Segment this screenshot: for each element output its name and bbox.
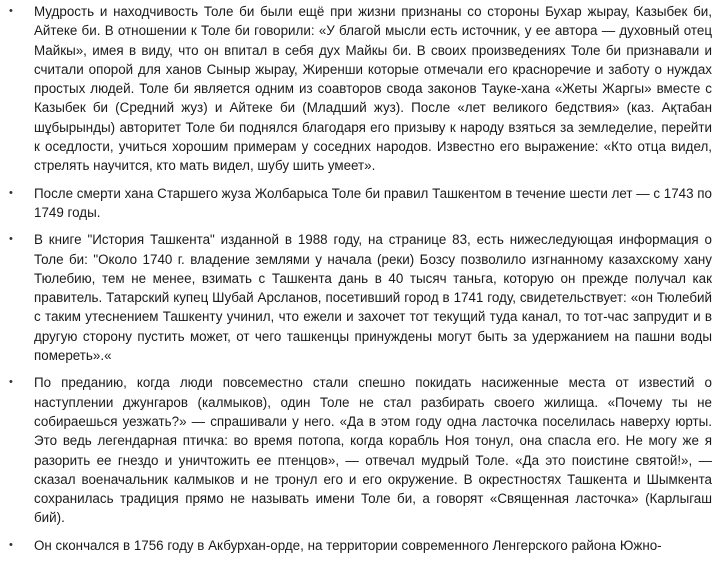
paragraph-text: После смерти хана Старшего жуза Жолбарыса Толе би правил Ташкентом в течение шести лет — с 1743 по 1749 годы. <box>34 185 712 220</box>
paragraph-text: Он скончался в 1756 году в Акбурхан-орде, на территории современного Ленгерского района Южно- <box>34 537 662 553</box>
list-item <box>0 184 720 223</box>
bullet-icon: • <box>9 233 13 246</box>
list-item <box>0 536 720 555</box>
bullet-icon: • <box>9 538 13 551</box>
bullet-icon: • <box>9 186 13 199</box>
bullet-icon: • <box>9 376 13 389</box>
bullet-icon: • <box>9 5 13 17</box>
paragraph-text: Мудрость и находчивость Толе би были ещё при жизни признаны со стороны Бухар жырау, Казыбек би, Айтеке би. В отношении к Толе би говорили: «У благой мысли есть источник, у ее автора — духовный отец Майкы», имея в виду, что он впитал в себя дух Майкы би. В своих произведениях Толе би признавали и считали опорой для ханов Сыныр жырау, Жиренши которые отмечали его красноречие и заботу о нуждах простых людей. Толе би является одним из соавторов свода законов Тауке-хана «Жеты Жаргы» вместе с Казыбек би (Средний жуз) и Айтеке би (Младший жуз). После «лет великого бедствия» (каз. Ақтабан шұбырынды) авторитет Толе би поднялся благодаря его призыву к народу взяться за земледелие, перейти к оседлости, учиться хорошим примерам у соседних народов. Известно его выражение: «Кто отца видел, стрелять научится, кто мать видел, шубу шить умеет». <box>34 4 712 174</box>
list-item <box>0 230 720 365</box>
bullet-list <box>0 2 720 563</box>
list-item <box>0 2 720 176</box>
list-item <box>0 373 720 527</box>
paragraph-text: В книге "История Ташкента" изданной в 1988 году, на странице 83, есть нижеследующая информация о Толе би: "Около 1740 г. владение землями у начала (реки) Бозсу позволило изгнанному казахскому хану Тюлебию, тем не менее, взимать с Ташкента дань в 40 тысяч таньга, которую он прежде получал как правитель. Татарский купец Шубай Арсланов, посетивший город в 1741 году, свидетельствует: «он Тюлебий с таким утеснением Ташкенту учинил, что ежели и захочет тот текущий туда канал, то тот-час запрудит и в другую сторону пустить может, от чего ташкенцы принуждены могут быть за удержанием на пашни воды помереть».« <box>34 232 712 364</box>
paragraph-text: По преданию, когда люди повсеместно стали спешно покидать насиженные места от известий о наступлении джунгаров (калмыков), один Толе не стал разбирать своего жилища. «Почему ты не собираешься уезжать?» — спрашивали у него. «Да в этом году одна ласточка поселилась наверху юрты. Это ведь легендарная птичка: во время потопа, когда корабль Ноя тонул, она спасла его. Не могу же я разорить ее гнездо и уничтожить ее птенцов», — отвечал мудрый Толе. «Да это поистине святой!», — сказал военачальник калмыков и не тронул его и его окружение. В окрестностях Ташкента и Шымкента сохранилась традиция прямо не называть имени Толе би, а говорят «Священная ласточка» (Карлыгаш бий). <box>34 375 712 526</box>
